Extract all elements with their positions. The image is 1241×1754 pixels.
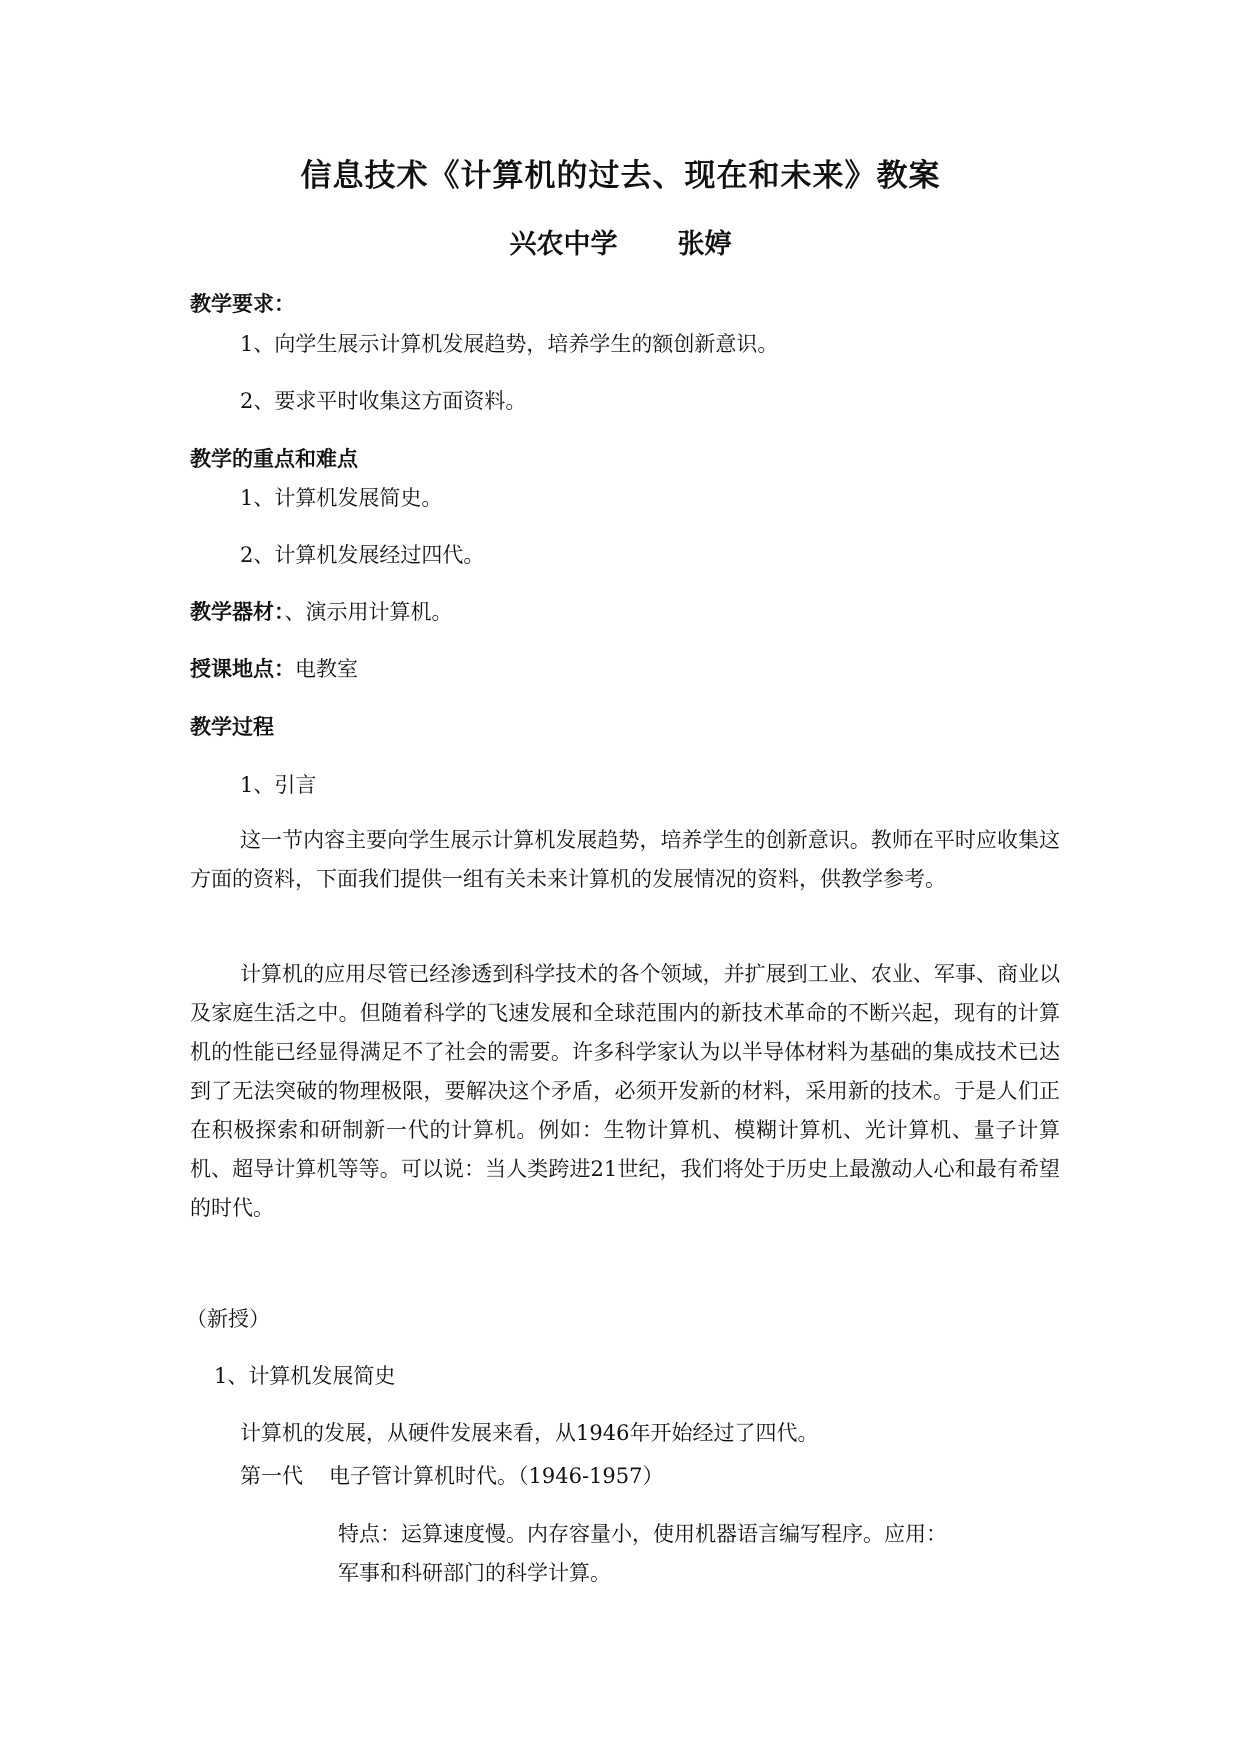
history-line: 计算机的发展，从硬件发展来看，从1946年开始经过了四代。 xyxy=(240,1421,819,1445)
key-point-item-2: 2、计算机发展经过四代。 xyxy=(240,543,485,567)
equipment-line xyxy=(190,596,453,626)
history-label: 1、计算机发展简史 xyxy=(214,1364,396,1388)
generation-1-label: 第一代 xyxy=(240,1464,303,1488)
key-point-item-1: 1、计算机发展简史。 xyxy=(240,486,443,510)
new-lesson-label: （新授） xyxy=(186,1307,270,1331)
teacher-name: 张婷 xyxy=(677,229,732,260)
process-heading: 教学过程 xyxy=(190,715,274,739)
location-line xyxy=(190,653,358,683)
requirement-item-2: 2、要求平时收集这方面资料。 xyxy=(240,389,527,413)
generation-1-features-line-1: 特点：运算速度慢。内存容量小，使用机器语言编写程序。应用： xyxy=(338,1522,947,1546)
equipment-value: 、演示用计算机。 xyxy=(284,600,453,624)
key-points-heading: 教学的重点和难点 xyxy=(190,447,358,471)
school-name: 兴农中学 xyxy=(509,229,618,260)
document-title: 信息技术《计算机的过去、现在和未来》教案 xyxy=(300,158,941,194)
intro-paragraph: 这一节内容主要向学生展示计算机发展趋势，培养学生的创新意识。教师在平时应收集这方面的资料，下面我们提供一组有关未来计算机的发展情况的资料，供教学参考。 xyxy=(190,828,1060,891)
requirements-heading: 教学要求： xyxy=(190,292,295,316)
equipment-heading: 教学器材： xyxy=(190,600,285,624)
generation-1-line xyxy=(240,1460,663,1490)
intro-label: 1、引言 xyxy=(240,773,317,797)
location-value: 电教室 xyxy=(295,657,358,681)
location-heading: 授课地点： xyxy=(190,657,295,681)
generation-1-features-line-2: 军事和科研部门的科学计算。 xyxy=(338,1561,611,1585)
author-line xyxy=(0,222,1241,261)
generation-1-title: 电子管计算机时代。（1946-1957） xyxy=(329,1464,664,1488)
background-paragraph: 计算机的应用尽管已经渗透到科学技术的各个领域，并扩展到工业、农业、军事、商业以及家庭生活之中。但随着科学的飞速发展和全球范围内的新技术革命的不断兴起，现有的计算机的性能已经显得满足不了社会的需要。许多科学家认为以半导体材料为基础的集成技术已达到了无法突破的物理极限，要解决这个矛盾，必须开发新的材料，采用新的技术。于是人们正在积极探索和研制新一代的计算机。例如：生物计算机、模糊计算机、光计算机、量子计算机、超导计算机等等。可以说：当人类跨进21世纪，我们将处于历史上最激动人心和最有希望的时代。 xyxy=(190,962,1060,1220)
requirement-item-1: 1、向学生展示计算机发展趋势，培养学生的额创新意识。 xyxy=(240,332,779,356)
